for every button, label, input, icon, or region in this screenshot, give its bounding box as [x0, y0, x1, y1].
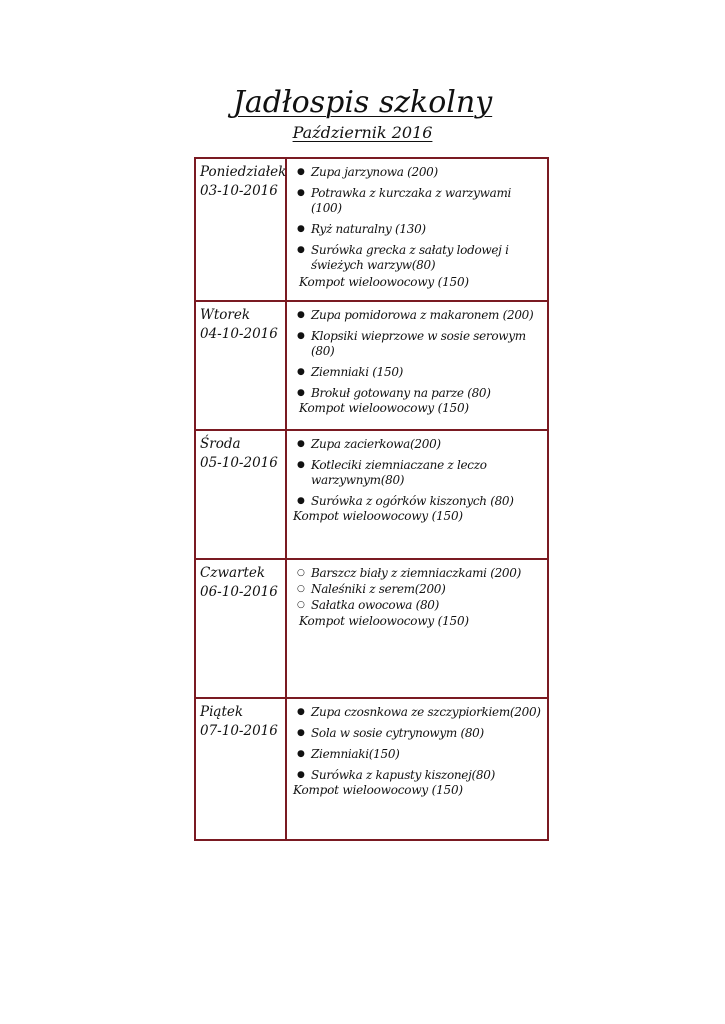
dish-item: [293, 222, 543, 237]
bullet-icon: ●: [297, 770, 305, 780]
dish-item: [293, 458, 543, 488]
day-row-monday: [195, 158, 548, 301]
dish-item: [293, 186, 543, 216]
day-cell: [195, 559, 286, 698]
dish-label: Zupa czosnkowa ze szczypiorkiem(200): [311, 705, 541, 719]
bullet-icon: ●: [297, 245, 305, 255]
day-name: Piątek: [200, 704, 244, 720]
dish-label: Kotleciki ziemniaczane z leczo warzywnym(80): [311, 458, 487, 487]
bullet-icon: ●: [297, 707, 305, 717]
dish-item: [293, 165, 543, 180]
day-row-tuesday: [195, 301, 548, 430]
dish-item: [293, 768, 543, 783]
bullet-icon: ●: [297, 224, 305, 234]
dish-item: [293, 243, 543, 273]
dish-label: Zupa zacierkowa(200): [311, 437, 441, 451]
day-name: Poniedziałek: [200, 164, 287, 180]
dish-item: [293, 494, 543, 509]
bullet-icon: ●: [297, 310, 305, 320]
bullet-icon: ●: [297, 367, 305, 377]
compote-label: Kompot wieloowocowy (150): [299, 614, 469, 628]
dish-label: Klopsiki wieprzowe w sosie serowym (80): [311, 329, 526, 358]
open-bullet-icon: ○: [297, 568, 305, 578]
menu-month: Październik 2016: [292, 123, 433, 142]
compote-label: Kompot wieloowocowy (150): [299, 401, 469, 415]
dish-item: [293, 705, 543, 720]
day-cell: [195, 698, 286, 840]
bullet-icon: ●: [297, 331, 305, 341]
dish-label: Ryż naturalny (130): [311, 222, 426, 236]
dish-label: Brokuł gotowany na parze (80): [311, 386, 491, 400]
dish-item: [293, 598, 543, 613]
day-row-thursday: [195, 559, 548, 698]
bullet-icon: ●: [297, 460, 305, 470]
bullet-icon: ●: [297, 188, 305, 198]
dish-item: [293, 747, 543, 762]
dish-label: Surówka z kapusty kiszonej(80): [311, 768, 495, 782]
day-row-friday: [195, 698, 548, 840]
day-date: 05-10-2016: [200, 455, 278, 471]
dishes-cell: [286, 698, 548, 840]
day-date: 07-10-2016: [200, 723, 278, 739]
compote-label: Kompot wieloowocowy (150): [293, 783, 463, 797]
bullet-icon: ●: [297, 388, 305, 398]
menu-title: Jadłospis szkolny: [232, 85, 493, 120]
dish-label: Sałatka owocowa (80): [311, 598, 440, 612]
dish-label: Sola w sosie cytrynowym (80): [311, 726, 484, 740]
compote-label: Kompot wieloowocowy (150): [299, 275, 469, 289]
dish-item: [293, 386, 543, 401]
bullet-icon: ●: [297, 439, 305, 449]
day-date: 03-10-2016: [200, 183, 278, 199]
dish-label: Barszcz biały z ziemniaczkami (200): [311, 566, 521, 580]
day-date: 04-10-2016: [200, 326, 278, 342]
dish-label: Potrawka z kurczaka z warzywami (100): [311, 186, 512, 215]
day-row-wednesday: [195, 430, 548, 559]
open-bullet-icon: ○: [297, 600, 305, 610]
open-bullet-icon: ○: [297, 584, 305, 594]
day-name: Środa: [200, 436, 241, 452]
dish-label: Ziemniaki(150): [311, 747, 400, 761]
bullet-icon: ●: [297, 728, 305, 738]
dish-label: Zupa pomidorowa z makaronem (200): [311, 308, 534, 322]
dish-item: [293, 582, 543, 597]
dish-item: [293, 437, 543, 452]
day-name: Wtorek: [200, 307, 251, 323]
dish-item: [293, 566, 543, 581]
dishes-cell: [286, 158, 548, 301]
dishes-cell: [286, 430, 548, 559]
dish-item: [293, 329, 543, 359]
bullet-icon: ●: [297, 749, 305, 759]
dish-label: Surówka grecka z sałaty lodowej i świeżych warzyw(80): [311, 243, 509, 272]
dish-item: [293, 365, 543, 380]
dish-item: [293, 726, 543, 741]
day-cell: [195, 430, 286, 559]
day-cell: [195, 158, 286, 301]
bullet-icon: ●: [297, 496, 305, 506]
bullet-icon: ●: [297, 167, 305, 177]
dish-item: [293, 308, 543, 323]
dish-label: Naleśniki z serem(200): [311, 582, 446, 596]
day-cell: [195, 301, 286, 430]
dishes-cell: [286, 301, 548, 430]
compote-label: Kompot wieloowocowy (150): [293, 509, 463, 523]
dish-label: Zupa jarzynowa (200): [311, 165, 438, 179]
day-date: 06-10-2016: [200, 584, 278, 600]
menu-table: [194, 157, 549, 841]
dishes-cell: [286, 559, 548, 698]
day-name: Czwartek: [200, 565, 266, 581]
dish-label: Ziemniaki (150): [311, 365, 404, 379]
dish-label: Surówka z ogórków kiszonych (80): [311, 494, 514, 508]
